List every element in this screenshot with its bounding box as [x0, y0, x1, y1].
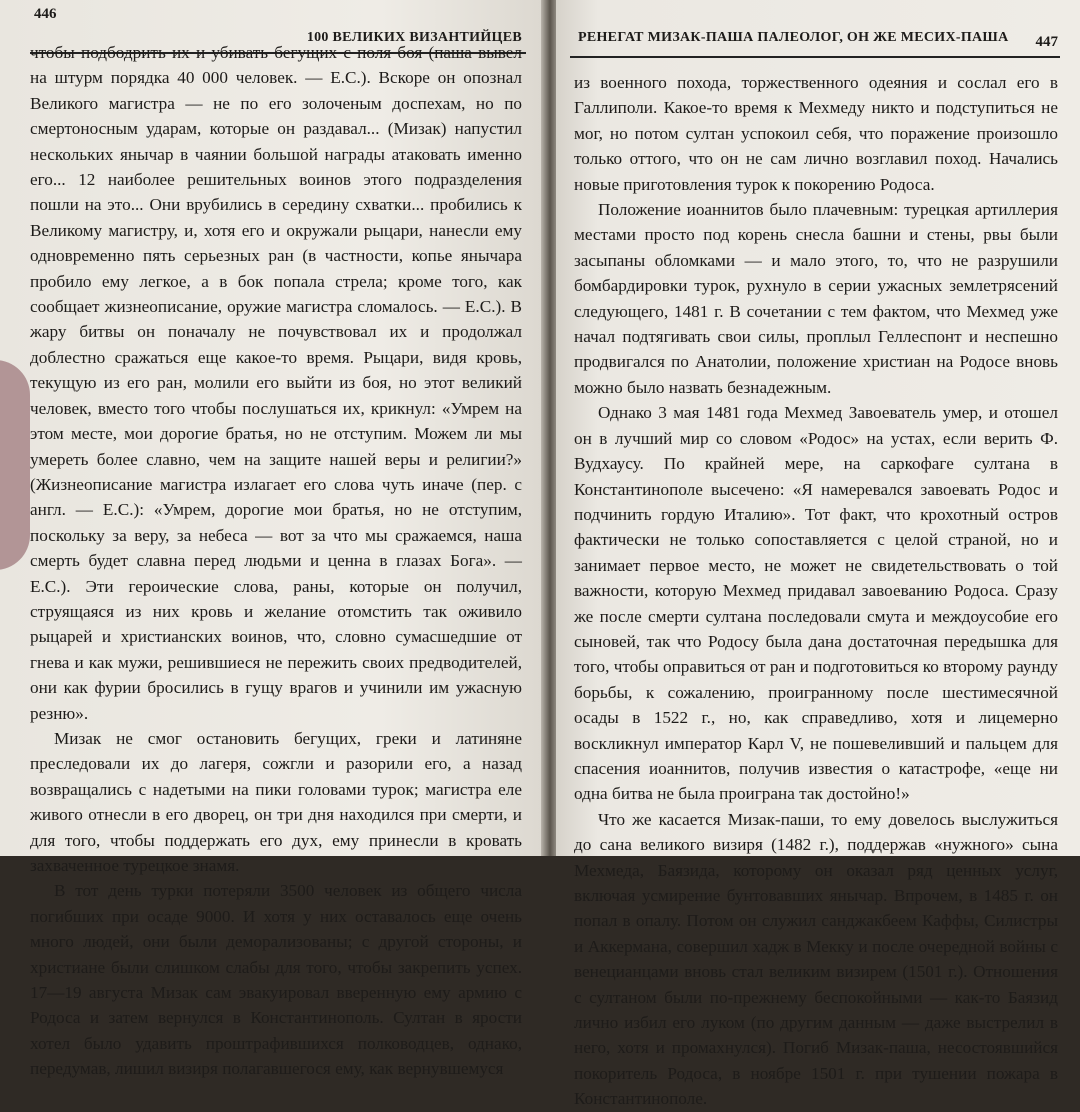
left-page-number: 446 — [34, 6, 57, 22]
right-running-head: РЕНЕГАТ МИЗАК-ПАША ПАЛЕОЛОГ, ОН ЖЕ МЕСИХ-ПАША — [578, 30, 1009, 45]
left-running-head: 100 ВЕЛИКИХ ВИЗАНТИЙЦЕВ — [306, 30, 522, 45]
right-page-number: 447 — [1035, 34, 1058, 50]
right-body-text — [574, 70, 1058, 1112]
right-page — [556, 0, 1080, 1109]
left-page — [0, 0, 544, 1079]
left-paragraph-3: В тот день турки потеряли 3500 человек из общего числа погибших при осаде 9000. И хотя у них оставалось еще очень много людей, они были деморализованы; с другой стороны, и христиане были слишком слабы для того, чтобы закрепить успех. 17—19 августа Мизак сам эвакуировал вверенную ему армию с Родоса и затем вернулся в Константинополь. Султан в ярости хотел было удавить проштрафившихся полководцев, однако, передумав, лишил визиря полагавшегося ему, как вернувшемуся — [30, 881, 522, 1079]
right-paragraph-4: Что же касается Мизак-паши, то ему довелось выслужиться до сана великого визиря (1482 г.), поддержав «нужного» сына Мехмеда, Баязида, которому он оказал ряд ценных услуг, включая усмирение бунтовавших янычар. Впрочем, в 1485 г. он попал в опалу. Потом он служил санджакбеем Каффы, Силистры и Аккермана, совершил хадж в Мекку и после очередной войны с венецианцами вновь стал великим визирем (1501 г.). Отношения с султаном были по-прежнему беспокойными — как-то Баязид лично избил его луком (по другим данным — даже выстрелил в него, хотя и промахнулся). Погиб Мизак-паша, несостоявшийся покоритель Родоса, в ноябре 1501 г. при тушении пожара в Константинополе. — [574, 809, 1058, 1109]
left-body-text — [30, 40, 522, 1082]
left-paragraph-2: Мизак не смог остановить бегущих, греки и латиняне преследовали их до лагеря, сожгли и разорили его, а назад возвращались с надетыми на пики головами турок; магистра еле живого отнесли в его дворец, он три дня находился при смерти, и для того, чтобы поддержать его дух, ему принесли в кровать захваченное турецкое знамя. — [30, 728, 522, 875]
right-paragraph-2: Положение иоаннитов было плачевным: турецкая артиллерия местами просто под корень снесла башни и стены, рвы были засыпаны обломками — и мало этого, то, что не разрушили бомбардировки турок, рухнуло в серии ужасных землетрясений следующего, 1481 г. В сочетании с тем фактом, что Мехмед уже начал подтягивать свои силы, проплыл Геллеспонт и неспешно продвигался по Анатолии, положение христиан на Родосе вновь можно было назвать безнадежным. — [574, 200, 1058, 397]
right-paragraph-3: Однако 3 мая 1481 года Мехмед Завоеватель умер, и отошел он в лучший мир со словом «Родос» на устах, если верить Ф. Вудхаусу. По крайней мере, на саркофаге султана в Константинополе высечено: «Я намеревался завоевать Родос и подчинить гордую Италию». Тот факт, что крохотный остров фактически не только сопоставляется с целой страной, но и занимает первое место, не может не свидетельствовать о той важности, которую Мехмед придавал завоеванию Родоса. Сразу же после смерти султана последовали смута и междоусобие его сыновей, так что Родосу была дана достаточная передышка для того, чтобы оправиться от ран и подготовиться ко второму раунду борьбы, к сожалению, проигранному после шестимесячной осады в 1522 г., но, как справедливо, хотя и лицемерно воскликнул император Карл V, не пошевеливший и пальцем для спасения иоаннитов, получив известия о катастрофе, «еще ни одна битва не была проиграна так достойно!» — [574, 403, 1058, 804]
thumb-shadow — [0, 360, 30, 570]
right-header-rule — [570, 56, 1060, 58]
left-paragraph-1: чтобы подбодрить их и убивать бегущих с поля боя (паша вывел на штурм порядка 40 000 человек. — Е.С.). Вскоре он опознал Великого магистра — не по его золоченым доспехам, но по смертоносным ударам, которые он раздавал... (Мизак) напустил нескольких янычар в чаянии большой награды атаковать именно его... 12 наиболее решительных воинов этого подразделения пошли на это... Они врубились в середину схватки... пробились к Великому магистру, и, хотя его и окружали рыцари, нанесли ему одновременно пять серьезных ран (в частности, копье янычара пробило ему легкое, а в бок попала стрела; кроме того, как сообщает жизнеописание, оружие магистра сломалось. — Е.С.). В жару битвы он поначалу не почувствовал их и продолжал доблестно сражаться еще какое-то время. Рыцари, видя кровь, текущую из его ран, молили его выйти из боя, но этот великий человек, вместо того чтобы послушаться их, крикнул: «Умрем на этом месте, мои дорогие братья, но не отступим. Можем ли мы умереть более славно, чем на защите нашей веры и религии?» (Жизнеописание магистра излагает его слова чуть иначе (пер. с англ. — Е.С.): «Умрем, дорогие мои братья, но не отступим, поскольку за веру, за небеса — вот за что мы сражаемся, наша смерть будет славна перед людьми и ценна в глазах Бога». — Е.С.). Эти героические слова, раны, которые он получил, струящаяся из них кровь и желание отомстить так оживило рыцарей и христианских воинов, что, словно сумасшедшие от гнева и как мужи, решившиеся не пережить своих предводителей, они как фурии бросились в гущу врагов и учинили им ужасную резню». — [30, 43, 522, 723]
right-paragraph-1: из военного похода, торжественного одеяния и сослал его в Галлиполи. Какое-то время к Мехмеду никто и подступиться не мог, но потом султан успокоил себя, что поражение произошло только оттого, что он не сам лично возглавил поход. Начались новые приготовления турок к покорению Родоса. — [574, 73, 1058, 194]
